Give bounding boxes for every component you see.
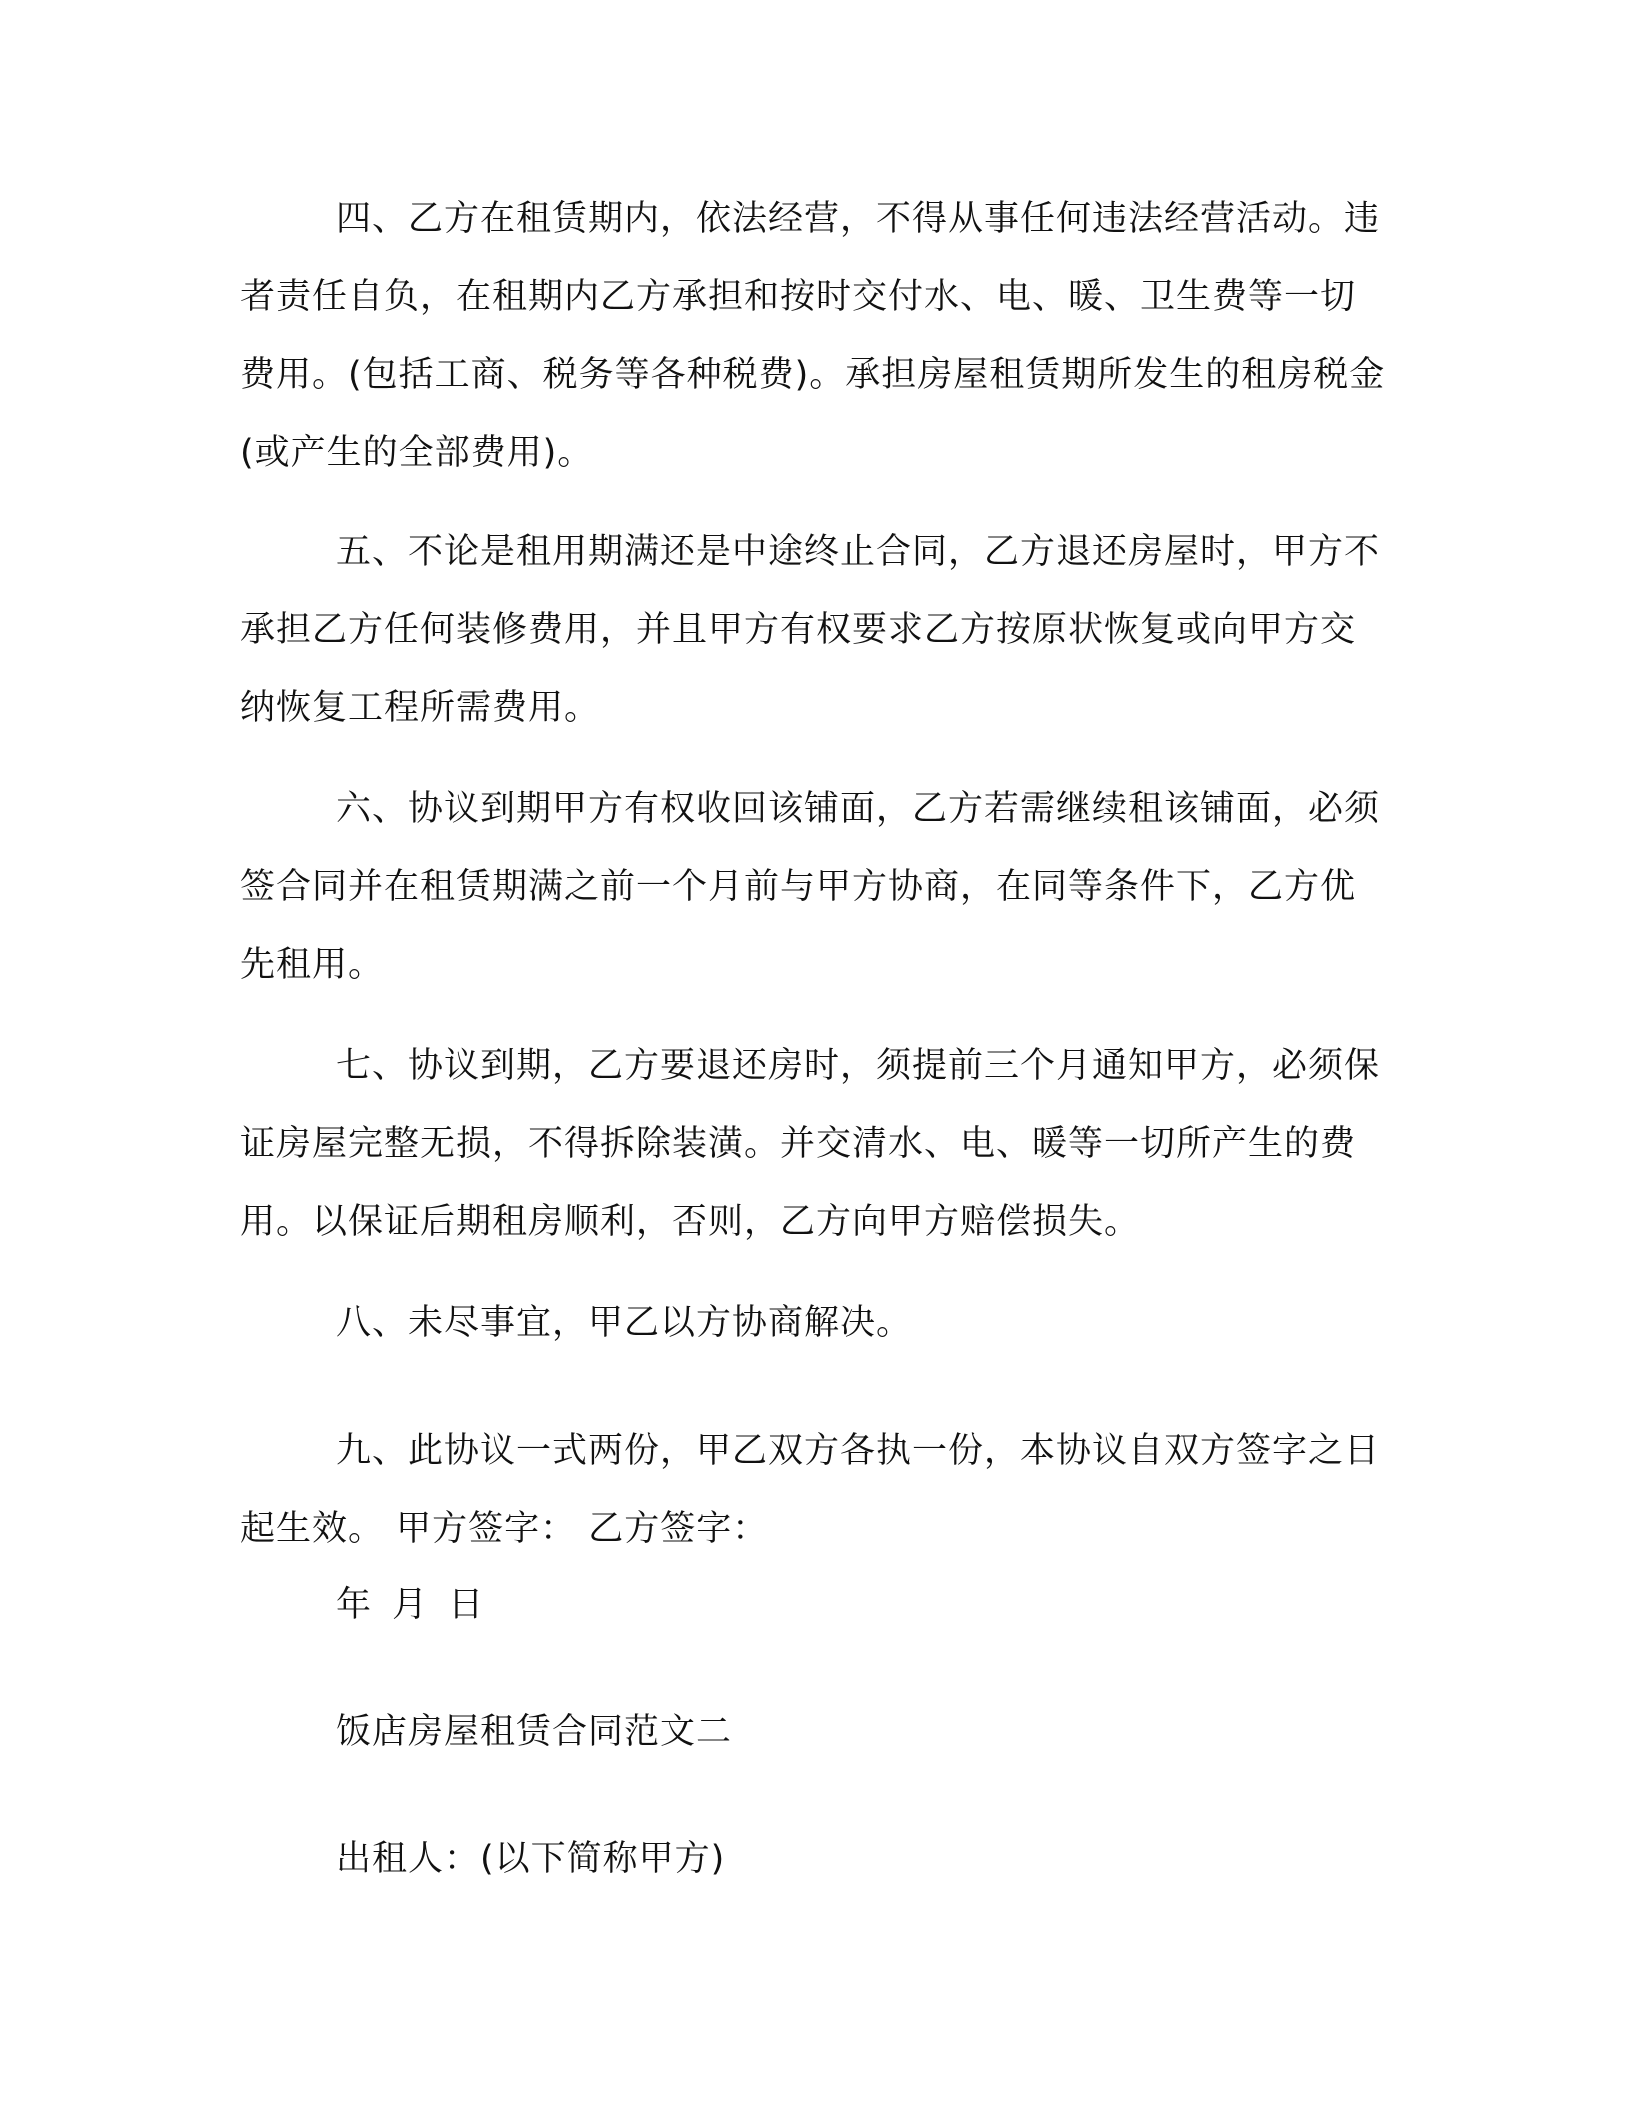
clause-four: 四、乙方在租赁期内，依法经营，不得从事任何违法经营活动。违者责任自负，在租期内乙方承担和按时交付水、电、暖、卫生费等一切费用。(包括工商、税务等各种税费)。承担房屋租赁期所发生的租房税金(或产生的全部费用)。 — [240, 199, 1386, 473]
clause-six: 六、协议到期甲方有权收回该铺面，乙方若需继续租该铺面，必须签合同并在租赁期满之前一个月前与甲方协商，在同等条件下，乙方优先租用。 — [240, 789, 1381, 985]
clause-eight: 八、未尽事宜，甲乙以方协商解决。 — [336, 1303, 913, 1343]
clause-seven: 七、协议到期，乙方要退还房时，须提前三个月通知甲方，必须保证房屋完整无损，不得拆除装潢。并交清水、电、暖等一切所产生的费用。以保证后期租房顺利，否则，乙方向甲方赔偿损失。 — [240, 1046, 1381, 1242]
clause-five: 五、不论是租用期满还是中途终止合同，乙方退还房屋时，甲方不承担乙方任何装修费用，并且甲方有权要求乙方按原状恢复或向甲方交纳恢复工程所需费用。 — [240, 532, 1381, 728]
date-line: 年 月 日 — [336, 1585, 485, 1625]
clause-nine: 九、此协议一式两份，甲乙双方各执一份，本协议自双方签字之日起生效。 甲方签字： 乙方签字： — [240, 1431, 1381, 1549]
section-title: 饭店房屋租赁合同范文二 — [336, 1712, 733, 1752]
lessor-line: 出租人：(以下简称甲方) — [336, 1839, 726, 1879]
